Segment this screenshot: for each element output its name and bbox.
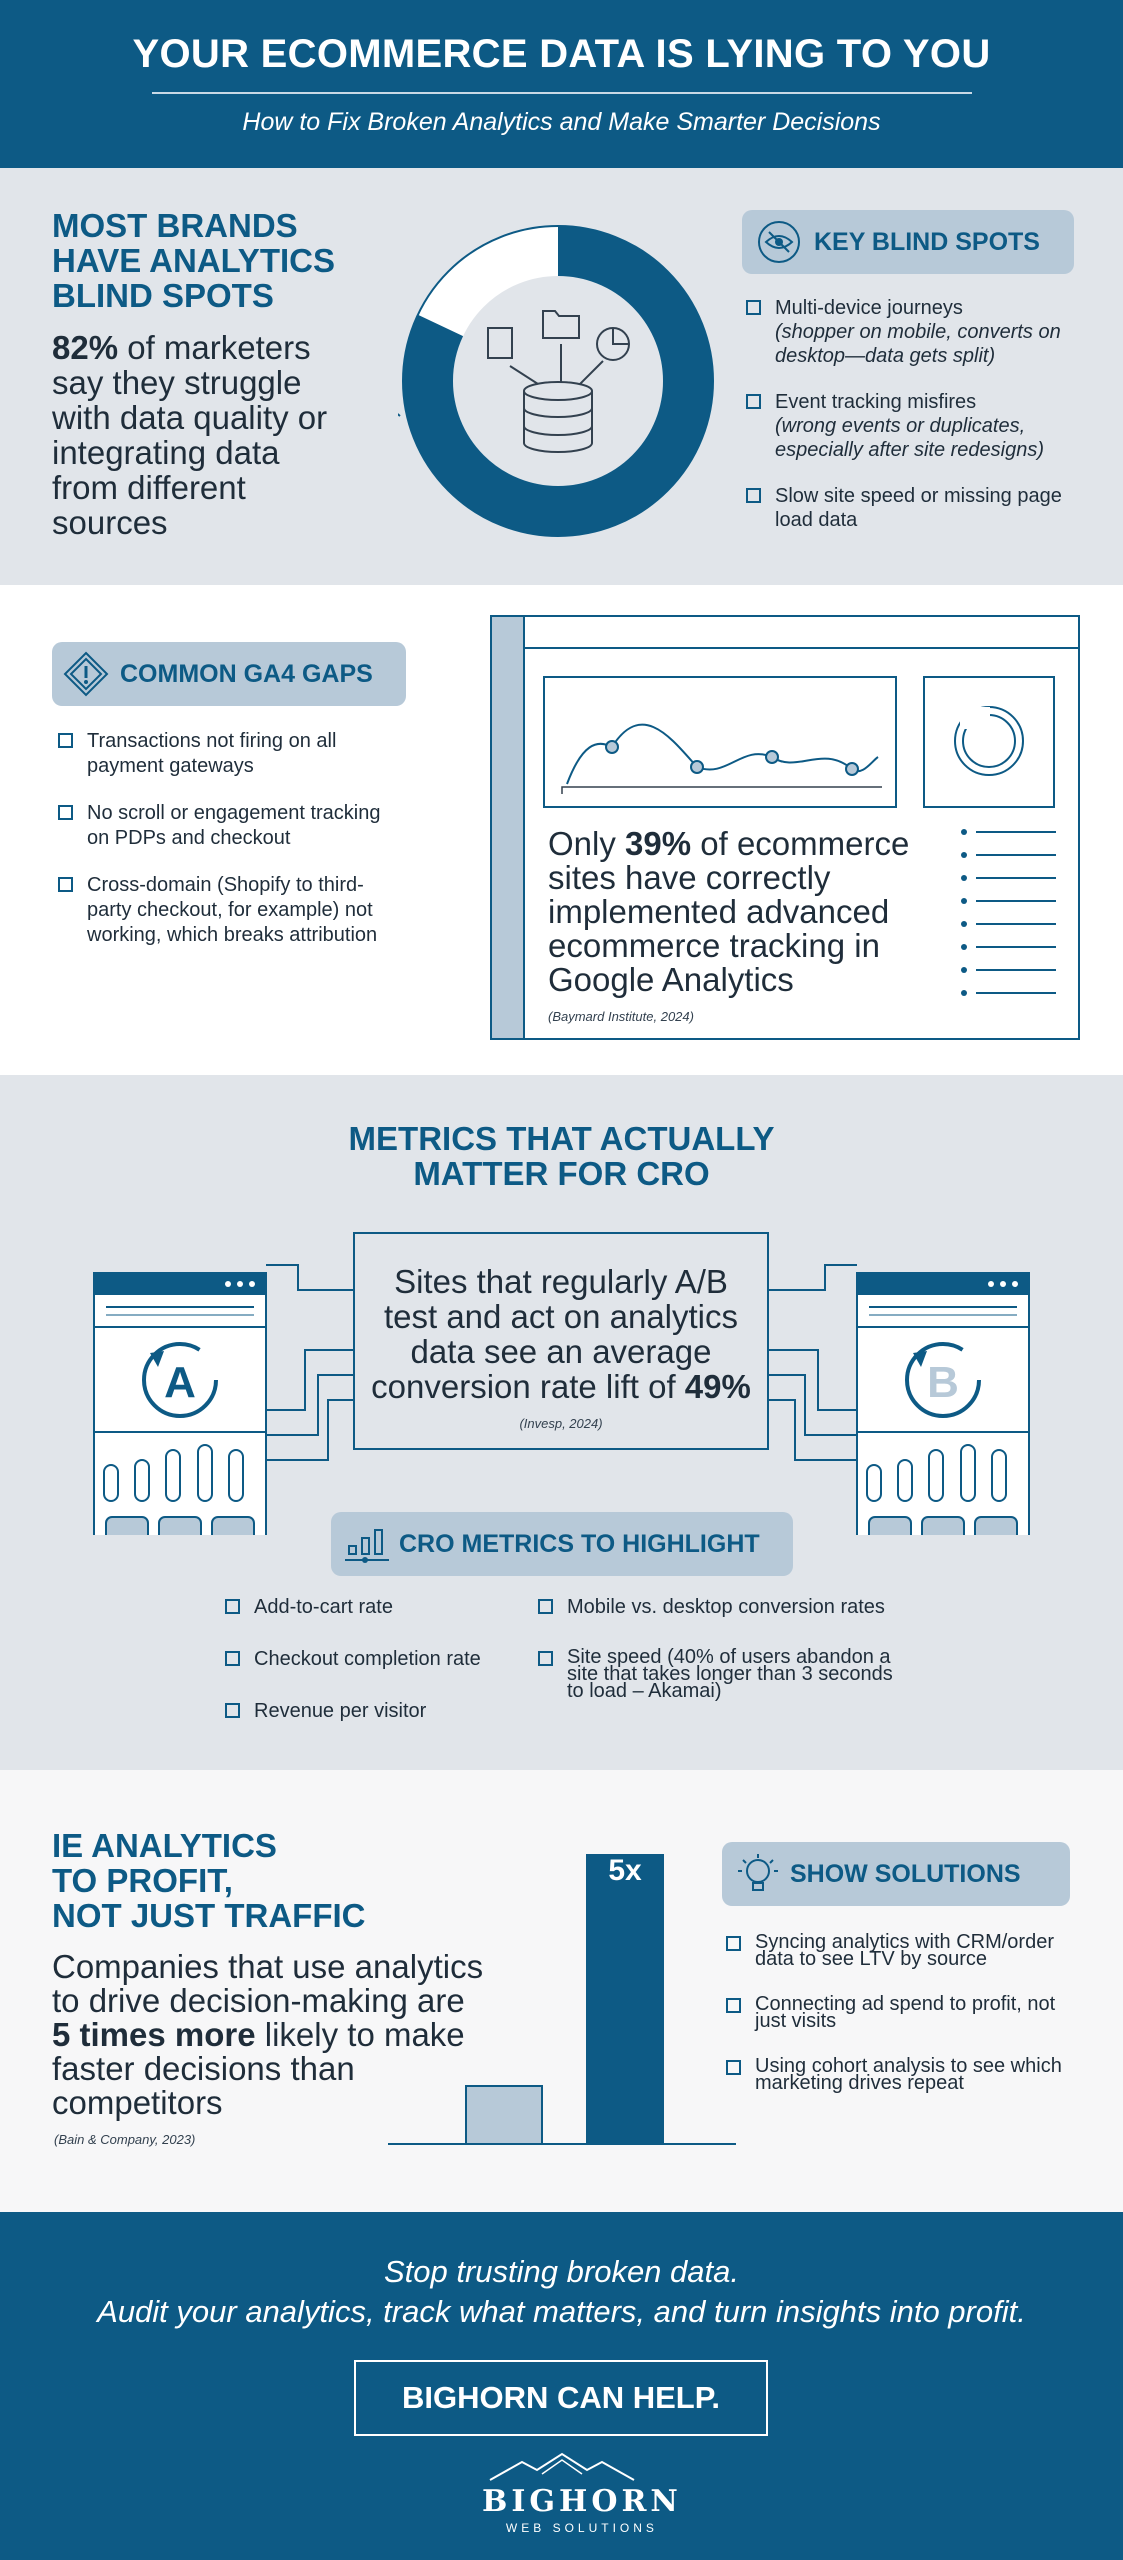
checkbox-icon: [746, 488, 761, 503]
cro-heading-line: MATTER FOR CRO: [413, 1155, 710, 1192]
blind-spots-heading: [52, 208, 372, 313]
stat-text: of ecommerce sites have correctly implemented advanced ecommerce tracking in Google Analytics: [548, 825, 910, 998]
dashboard-sidebar: [492, 617, 525, 1038]
list-item: [225, 1597, 525, 1617]
list-item: [726, 1931, 1076, 1970]
list-item-text: Checkout completion rate: [254, 1648, 481, 1670]
ab-test-stat-box: [353, 1232, 769, 1450]
database-icon: [488, 311, 629, 452]
checkbox-icon: [726, 2060, 741, 2075]
list-item-text: Add-to-cart rate: [254, 1596, 393, 1618]
list-item-text: Cross-domain (Shopify to third-party checkout, for example) not working, which breaks attribution: [87, 874, 378, 946]
list-item-text: Revenue per visitor: [254, 1700, 427, 1722]
checkbox-icon: [538, 1651, 553, 1666]
blind-spots-heading-line: MOST BRANDS: [52, 207, 298, 244]
page-subtitle: How to Fix Broken Analytics and Make Smarter Decisions: [242, 108, 881, 136]
checkbox-icon: [538, 1599, 553, 1614]
logo-subtitle: WEB SOLUTIONS: [505, 2521, 658, 2535]
list-item-text: Multi-device journeys: [775, 297, 963, 319]
list-item-note: (shopper on mobile, converts on desktop—data gets split): [775, 321, 1061, 367]
stat-text: Sites that regularly A/B test and act on analytics data see an average conversion rate lift of: [371, 1263, 739, 1405]
checkbox-icon: [726, 1998, 741, 2013]
stat-prefix: Companies that use analytics to drive decision-making are: [52, 1948, 484, 2019]
bar-label: 5x: [608, 1854, 642, 1887]
profit-source: (Bain & Company, 2023): [54, 2132, 196, 2147]
bighorn-logo[interactable]: [482, 2452, 682, 2535]
stat-number: 82%: [52, 329, 119, 366]
mountain-logo-icon: [482, 2452, 642, 2482]
solutions-header: [722, 1842, 1070, 1906]
list-item-text: Event tracking misfires: [775, 391, 977, 413]
checkbox-icon: [726, 1936, 741, 1951]
page-title: YOUR ECOMMERCE DATA IS LYING TO YOU: [132, 32, 991, 76]
key-blind-spots-list: [746, 296, 1076, 554]
blind-spots-heading-line: HAVE ANALYTICS: [52, 242, 335, 279]
lightbulb-icon: [736, 1852, 780, 1896]
blind-spots-heading-line: BLIND SPOTS: [52, 277, 274, 314]
dashboard-illustration: [490, 615, 1080, 1040]
checkbox-icon: [225, 1703, 240, 1718]
bar-chart-icon: [345, 1524, 389, 1564]
footer-line: Audit your analytics, track what matters, and turn insights into profit.: [97, 2294, 1026, 2329]
list-item: [225, 1649, 525, 1669]
checkbox-icon: [58, 733, 73, 748]
warning-diamond-icon: [62, 650, 110, 698]
cro-metrics-title: CRO METRICS TO HIGHLIGHT: [399, 1529, 760, 1558]
list-item-text: Site speed (40% of users abandon a site that takes longer than 3 seconds to load – Akamai): [567, 1646, 893, 1702]
key-blind-spots-header: [742, 210, 1074, 274]
checkbox-icon: [225, 1651, 240, 1666]
logo-name: BIGHORN: [482, 2484, 682, 2519]
ga4-gaps-title: COMMON GA4 GAPS: [120, 659, 373, 688]
ga4-stat: [548, 827, 948, 997]
stat-text: of marketers say they struggle with data quality or integrating data from different sources: [52, 329, 328, 541]
list-item-text: Connecting ad spend to profit, not just visits: [755, 1993, 1056, 2032]
solutions-title: SHOW SOLUTIONS: [790, 1859, 1021, 1888]
bighorn-cta-button[interactable]: BIGHORN CAN HELP.: [354, 2360, 768, 2436]
list-item-text: Mobile vs. desktop conversion rates: [567, 1596, 885, 1618]
list-item-text: Slow site speed or missing page load data: [775, 485, 1062, 531]
list-item-note: (wrong events or duplicates, especially after site redesigns): [775, 415, 1045, 461]
ga4-gaps-header: [52, 642, 406, 706]
ga4-gaps-list: [58, 729, 408, 970]
checkbox-icon: [58, 805, 73, 820]
list-item-text: Using cohort analysis to see which marketing drives repeat: [755, 2055, 1062, 2094]
blind-spots-stat: [52, 330, 352, 540]
variant-b-label: B: [927, 1358, 959, 1407]
checkbox-icon: [225, 1599, 240, 1614]
variant-a-label: A: [164, 1358, 196, 1407]
ga4-gaps-section: [0, 585, 1123, 1075]
footer-line: Stop trusting broken data.: [383, 2254, 739, 2289]
list-lines-illustration: [952, 822, 1072, 1022]
line-chart-illustration: [522, 649, 1082, 849]
list-item: [726, 2055, 1076, 2094]
stat-number: 49%: [684, 1368, 751, 1405]
ab-test-stat: [355, 1264, 767, 1404]
blind-spots-section: [0, 168, 1123, 585]
stat-number: 39%: [625, 825, 692, 862]
stat-bold: 5 times more: [52, 2016, 256, 2053]
list-item-text: Transactions not firing on all payment gateways: [87, 730, 337, 777]
checkbox-icon: [58, 877, 73, 892]
callout-line: [398, 398, 400, 416]
footer-message: [0, 2252, 1123, 2332]
list-item: [746, 390, 1076, 462]
cro-heading: [0, 1121, 1123, 1191]
profit-heading-line: IE ANALYTICS: [52, 1827, 277, 1864]
profit-heading-line: TO PROFIT,: [52, 1862, 233, 1899]
list-item: [726, 1993, 1076, 2032]
list-item: [58, 729, 408, 779]
stat-prefix: Only: [548, 825, 626, 862]
profit-heading: [52, 1828, 392, 1933]
eye-icon: [756, 219, 802, 265]
list-item: [538, 1646, 908, 1702]
cro-metrics-list-left: [225, 1597, 525, 1753]
header-divider: [152, 92, 972, 94]
cro-heading-line: METRICS THAT ACTUALLY: [348, 1120, 775, 1157]
header-banner: [0, 0, 1123, 168]
list-item: [58, 801, 408, 851]
stat-text: likely to make faster decisions than competitors: [52, 2016, 465, 2121]
dashboard-topbar: [525, 617, 1078, 649]
list-item: [746, 296, 1076, 368]
list-item: [746, 484, 1076, 532]
list-item: [538, 1597, 908, 1617]
donut-chart: [398, 216, 728, 546]
cro-metrics-list-right: [538, 1597, 908, 1700]
list-item-text: Syncing analytics with CRM/order data to see LTV by source: [755, 1931, 1054, 1970]
list-item: [58, 873, 408, 948]
comparison-bar: [586, 1854, 664, 2144]
footer-banner: [0, 2212, 1123, 2560]
key-blind-spots-title: KEY BLIND SPOTS: [814, 227, 1040, 256]
cro-section: [0, 1075, 1123, 1770]
ab-test-source: (Invesp, 2024): [519, 1416, 603, 1431]
ga4-source: (Baymard Institute, 2024): [548, 1009, 694, 1024]
checkbox-icon: [746, 300, 761, 315]
checkbox-icon: [746, 394, 761, 409]
list-item: [225, 1701, 525, 1721]
cro-metrics-header: [331, 1512, 793, 1576]
profit-section: [0, 1770, 1123, 2212]
solutions-list: [726, 1931, 1076, 2120]
list-item-text: No scroll or engagement tracking on PDPs and checkout: [87, 802, 381, 849]
profit-heading-line: NOT JUST TRAFFIC: [52, 1897, 366, 1934]
profit-stat: [52, 1950, 492, 2120]
